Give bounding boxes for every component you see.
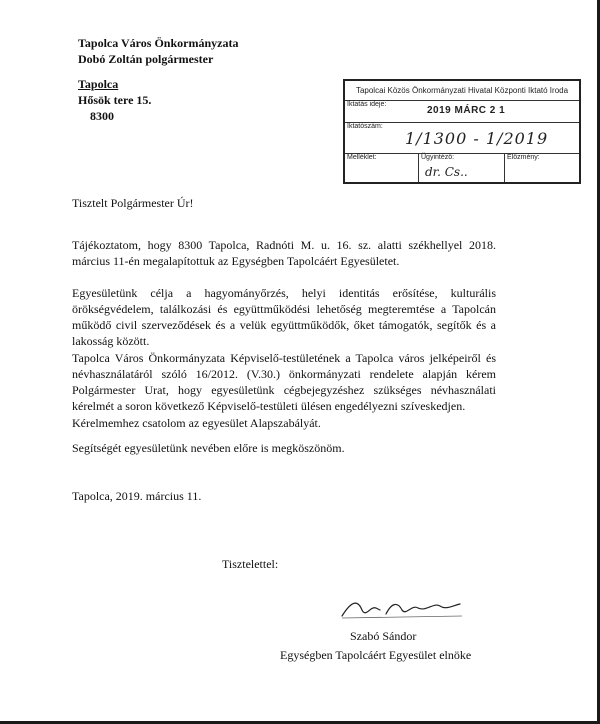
paragraph-attachment: Kérelmemhez csatolom az egyesület Alapszabályát. bbox=[72, 416, 321, 430]
stamp-precedent-cell bbox=[505, 153, 579, 182]
salutation: Tisztelt Polgármester Úr! bbox=[72, 196, 194, 210]
stamp-header: Tapolcai Közös Önkormányzati Hivatal Központi Iktató Iroda bbox=[345, 81, 579, 101]
stamp-bottom-row bbox=[345, 153, 579, 182]
sender-person: Dobó Zoltán polgármester bbox=[78, 52, 214, 66]
stamp-received-row bbox=[345, 100, 579, 123]
paragraph-thanks: Segítségét egyesületünk nevében előre is megköszönöm. bbox=[72, 441, 345, 455]
stamp-clerk-label: Ügyintéző: bbox=[421, 154, 455, 161]
stamp-regno-label: Iktatószám: bbox=[347, 123, 383, 130]
closing: Tisztelettel: bbox=[222, 557, 279, 571]
handwritten-signature bbox=[336, 596, 466, 622]
sender-org: Tapolca Város Önkormányzata bbox=[78, 36, 239, 50]
stamp-precedent-label: Előzmény: bbox=[507, 154, 540, 161]
stamp-attachment-label: Melléklet: bbox=[347, 154, 377, 161]
paragraph-intro: Tájékoztatom, hogy 8300 Tapolca, Radnóti M. u. 16. sz. alatti székhellyel 2018. március 11-én megalapítottuk az Egységben Tapolcáért Egyesületet. bbox=[72, 238, 496, 268]
stamp-received-date: 2019 MÁRC 2 1 bbox=[427, 105, 506, 116]
stamp-clerk-handwritten: dr. Cs.. bbox=[425, 165, 468, 179]
registry-stamp bbox=[343, 79, 581, 184]
stamp-attachment-cell bbox=[345, 153, 419, 182]
signatory-role: Egységben Tapolcáért Egyesület elnöke bbox=[280, 648, 472, 662]
sender-block bbox=[78, 35, 238, 67]
place-date: Tapolca, 2019. március 11. bbox=[72, 489, 202, 503]
stamp-clerk-cell bbox=[419, 153, 505, 182]
stamp-regno-row bbox=[345, 122, 579, 154]
address-block bbox=[78, 76, 151, 124]
address-zip: 8300 bbox=[90, 109, 114, 123]
paragraph-request: Tapolca Város Önkormányzata Képviselő-testületének a Tapolca város jelképeiről és névhasználatáról szóló 16/2012. (V.30.) önkormányzati rendelete alapján kérem Polgármester Urat, hogy egyesületünk cégbejegyzéshez szükséges névhasználati kérelmét a soron következő Képviselő-testületi ülésen engedélyezni szíveskedjen. bbox=[72, 351, 496, 413]
stamp-regno-handwritten: 1/1300 - 1/2019 bbox=[405, 129, 549, 148]
address-city: Tapolca bbox=[78, 77, 119, 91]
stamp-received-label: Iktatás ideje: bbox=[347, 101, 387, 108]
address-street: Hősök tere 15. bbox=[78, 93, 152, 107]
signatory-name: Szabó Sándor bbox=[350, 629, 417, 643]
paragraph-purpose: Egyesületünk célja a hagyományőrzés, helyi identitás erősítése, kulturális örökségvédelem, találkozási és együttműködési lehetőség megteremtése a Tapolcán működő civil szerveződések és a velük együttműködők, őket támogatók, segítők és a lakosság között. bbox=[72, 286, 496, 348]
